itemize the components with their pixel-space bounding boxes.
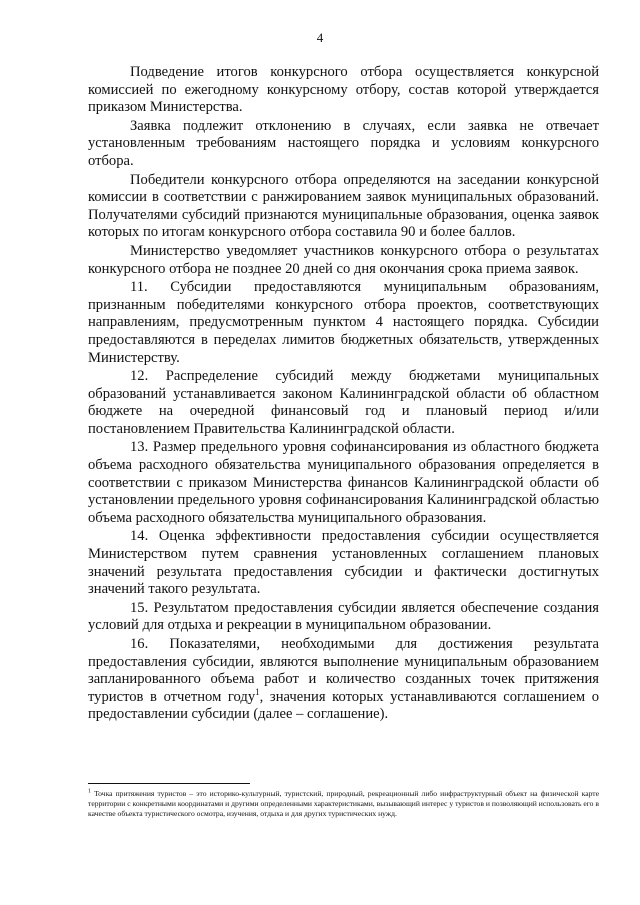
- footnote: [88, 789, 599, 819]
- paragraph-item-16: [88, 636, 599, 724]
- page-number: 4: [316, 30, 324, 45]
- paragraph-item-13: 13. Размер предельного уровня софинансирования из областного бюджета объема расходного обязательства муниципального образования определяется в соответствии с приказом Министерства финансов Калининградской области об установлении предельного уровня софинансирования Калининградской областью объема расходного обязательства муниципального образования.: [88, 439, 599, 526]
- paragraph-item-14: 14. Оценка эффективности предоставления субсидии осуществляется Министерством путем сравнения установленных соглашением плановых значений результата предоставления субсидии и фактически достигнутых значений такого результата.: [88, 528, 599, 598]
- paragraph-winners: Победители конкурсного отбора определяются на заседании конкурсной комиссии в соответствии с ранжированием заявок муниципальных образований. Получателями субсидий признаются муниципальные образования, оценка заявок которых по итогам конкурсного отбора составила 90 и более баллов.: [88, 171, 599, 241]
- paragraph-item-15: 15. Результатом предоставления субсидии является обеспечение создания условий для отдыха и рекреации в муниципальном образовании.: [88, 599, 599, 634]
- footnote-separator: [88, 783, 250, 784]
- paragraph-results-summary: Подведение итогов конкурсного отбора осуществляется конкурсной комиссией по ежегодному конкурсному отбору, состав которой утверждается приказом Министерства.: [88, 64, 599, 116]
- paragraph-item-12: 12. Распределение субсидий между бюджетами муниципальных образований устанавливается законом Калининградской области об областном бюджете на очередной финансовый год и плановый период и/или постановлением Правительства Калининградской области.: [88, 368, 599, 437]
- paragraph-item-11: 11. Субсидии предоставляются муниципальным образованиям, признанным победителями конкурсного отбора проектов, соответствующих направлениям, предусмотренным пунктом 4 настоящего порядка. Субсидии предоставляются в переделах лимитов бюджетных обязательств, утвержденных Министерству.: [88, 279, 599, 366]
- footnote-marker: 1: [88, 788, 91, 795]
- footnote-reference: 1: [255, 686, 260, 697]
- paragraph-notification: Министерство уведомляет участников конкурсного отбора о результатах конкурсного отбора не позднее 20 дней со дня окончания срока приема заявок.: [88, 242, 599, 277]
- paragraph-item-16-text-start: 16. Показателями, необходимыми для достижения результата предоставления субсидии, являются выполнение муниципальным образованием запланированного объема работ и количество созданных точек притяжения туристов в отчетном году: [88, 636, 599, 705]
- paragraph-application-rejection: Заявка подлежит отклонению в случаях, если заявка не отвечает установленным требованиям настоящего порядка и условиям конкурсного отбора.: [88, 117, 599, 169]
- footnote-text: Точка притяжения туристов – это историко-культурный, туристский, природный, рекреационный либо инфраструктурный объект на физической карте территории с конкретными координатами и другими определенными характеристиками, вызывающий интерес у туристов и позволяющий использовать его в качестве объекта туристического осмотра, изучения, отдыха и для других туристических нужд.: [88, 789, 599, 818]
- document-body: [88, 64, 599, 724]
- paragraph-item-16-text-end: , значения которых устанавливаются соглашением о предоставлении субсидии (далее – соглашение).: [88, 688, 599, 723]
